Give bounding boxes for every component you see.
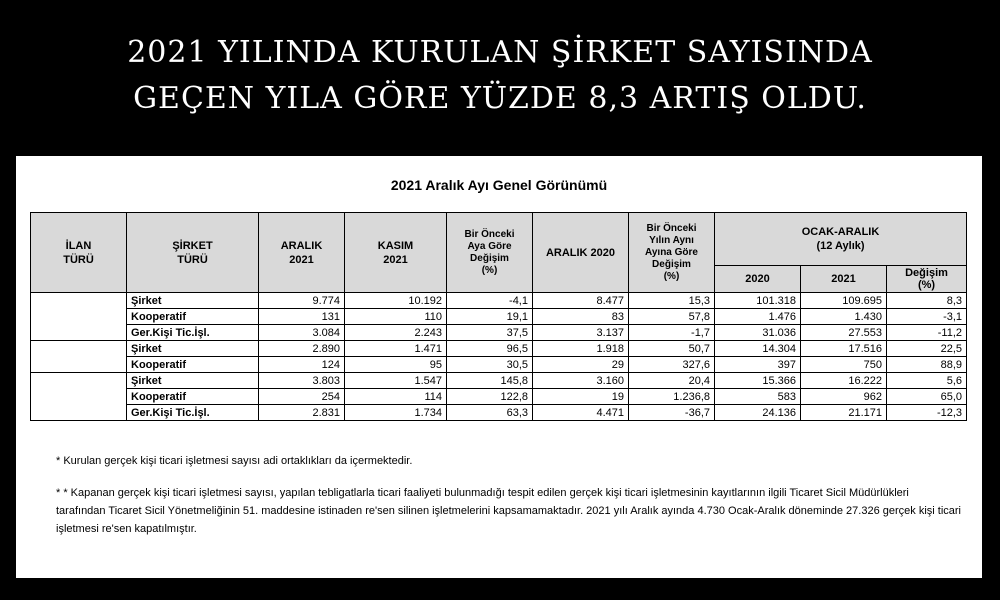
statistics-table [30, 212, 967, 421]
cell: 962 [801, 389, 887, 405]
cell: 327,6 [629, 357, 715, 373]
cell: 122,8 [447, 389, 533, 405]
table-row [31, 389, 967, 405]
cell: -12,3 [887, 405, 967, 421]
cell: 83 [533, 309, 629, 325]
table-row [31, 293, 967, 309]
cell: Şirket [127, 293, 259, 309]
cell: 131 [259, 309, 345, 325]
cell: Şirket [127, 341, 259, 357]
cell: 95 [345, 357, 447, 373]
cell: 15,3 [629, 293, 715, 309]
cell: 110 [345, 309, 447, 325]
header-degisim: Değişim (%) [887, 266, 967, 293]
cell: 15.366 [715, 373, 801, 389]
cell: Ger.Kişi Tic.İşl. [127, 325, 259, 341]
cell: 21.171 [801, 405, 887, 421]
cell: Şirket [127, 373, 259, 389]
cell: 9.774 [259, 293, 345, 309]
cell: 145,8 [447, 373, 533, 389]
cell: 27.553 [801, 325, 887, 341]
cell: 10.192 [345, 293, 447, 309]
document-panel [16, 156, 982, 578]
table-row [31, 373, 967, 389]
cell: 124 [259, 357, 345, 373]
cell: 31.036 [715, 325, 801, 341]
cell: -3,1 [887, 309, 967, 325]
footnote-2: * * Kapanan gerçek kişi ticari işletmesi sayısı, yapılan tebligatlarla ticari faaliyeti bulunmadığı tespit edilen gerçek kişi ticari işletmesinin kayıtlarının ilgili Ticaret Sicil Müdürlükleri tarafından Ticaret Sicil Yönetmeliğinin 51. maddesine istinaden re'sen silinen işletmelerini kapsamamaktadır. 2021 yılı Aralık ayında 4.730 Ocak-Aralık döneminde 27.326 gerçek kişi ticari işletmesi re'sen kapatılmıştır. [56, 487, 961, 535]
cell: 3.160 [533, 373, 629, 389]
header-aya-gore: Bir Önceki Aya Göre Değişim (%) [447, 213, 533, 293]
cell: 96,5 [447, 341, 533, 357]
cell: 17.516 [801, 341, 887, 357]
table-row [31, 341, 967, 357]
cell: Ger.Kişi Tic.İşl. [127, 405, 259, 421]
cell: 1.476 [715, 309, 801, 325]
cell: 1.471 [345, 341, 447, 357]
ilan-turu-cell [31, 341, 127, 373]
cell: 16.222 [801, 373, 887, 389]
header-kasim-2021: KASIM 2021 [345, 213, 447, 293]
cell: 750 [801, 357, 887, 373]
cell: 8.477 [533, 293, 629, 309]
cell: 1.547 [345, 373, 447, 389]
cell: 8,3 [887, 293, 967, 309]
table-row [31, 309, 967, 325]
cell: 29 [533, 357, 629, 373]
cell: 88,9 [887, 357, 967, 373]
cell: 65,0 [887, 389, 967, 405]
header-sirket-turu: ŞİRKET TÜRÜ [127, 213, 259, 293]
header-row [31, 213, 967, 266]
cell: 397 [715, 357, 801, 373]
cell: 1.918 [533, 341, 629, 357]
cell: 4.471 [533, 405, 629, 421]
cell: 2.890 [259, 341, 345, 357]
table-row [31, 405, 967, 421]
cell: 2.831 [259, 405, 345, 421]
ilan-turu-cell [31, 373, 127, 421]
header-aralik-2020: ARALIK 2020 [533, 213, 629, 293]
cell: 254 [259, 389, 345, 405]
cell: 101.318 [715, 293, 801, 309]
cell: 583 [715, 389, 801, 405]
cell: 1.236,8 [629, 389, 715, 405]
cell: 57,8 [629, 309, 715, 325]
cell: Kooperatif [127, 309, 259, 325]
cell: Kooperatif [127, 389, 259, 405]
table-row [31, 357, 967, 373]
footnote-1: * Kurulan gerçek kişi ticari işletmesi sayısı adi ortaklıkları da içermektedir. [56, 455, 413, 467]
header-2020: 2020 [715, 266, 801, 293]
header-yila-gore: Bir Önceki Yılın Aynı Ayına Göre Değişim (%) [629, 213, 715, 293]
headline [0, 30, 1000, 122]
cell: -1,7 [629, 325, 715, 341]
cell: 50,7 [629, 341, 715, 357]
cell: -11,2 [887, 325, 967, 341]
cell: 20,4 [629, 373, 715, 389]
cell: 14.304 [715, 341, 801, 357]
table-title: 2021 Aralık Ayı Genel Görünümü [390, 177, 608, 193]
cell: Kooperatif [127, 357, 259, 373]
cell: 30,5 [447, 357, 533, 373]
header-2021: 2021 [801, 266, 887, 293]
cell: 5,6 [887, 373, 967, 389]
cell: 3.803 [259, 373, 345, 389]
cell: 37,5 [447, 325, 533, 341]
headline-line-2: GEÇEN YILA GÖRE YÜZDE 8,3 ARTIŞ OLDU. [133, 81, 867, 116]
cell: 1.430 [801, 309, 887, 325]
table-row [31, 325, 967, 341]
cell: 63,3 [447, 405, 533, 421]
cell: -36,7 [629, 405, 715, 421]
header-ocak-aralik: OCAK-ARALIK (12 Aylık) [715, 213, 967, 266]
cell: 1.734 [345, 405, 447, 421]
cell: 24.136 [715, 405, 801, 421]
cell: -4,1 [447, 293, 533, 309]
header-ilan-turu: İLAN TÜRÜ [31, 213, 127, 293]
cell: 22,5 [887, 341, 967, 357]
cell: 109.695 [801, 293, 887, 309]
cell: 2.243 [345, 325, 447, 341]
cell: 3.137 [533, 325, 629, 341]
header-aralik-2021: ARALIK 2021 [259, 213, 345, 293]
headline-line-1: 2021 YILINDA KURULAN ŞİRKET SAYISINDA [127, 35, 873, 70]
cell: 19 [533, 389, 629, 405]
ilan-turu-cell [31, 293, 127, 341]
cell: 3.084 [259, 325, 345, 341]
cell: 19,1 [447, 309, 533, 325]
cell: 114 [345, 389, 447, 405]
